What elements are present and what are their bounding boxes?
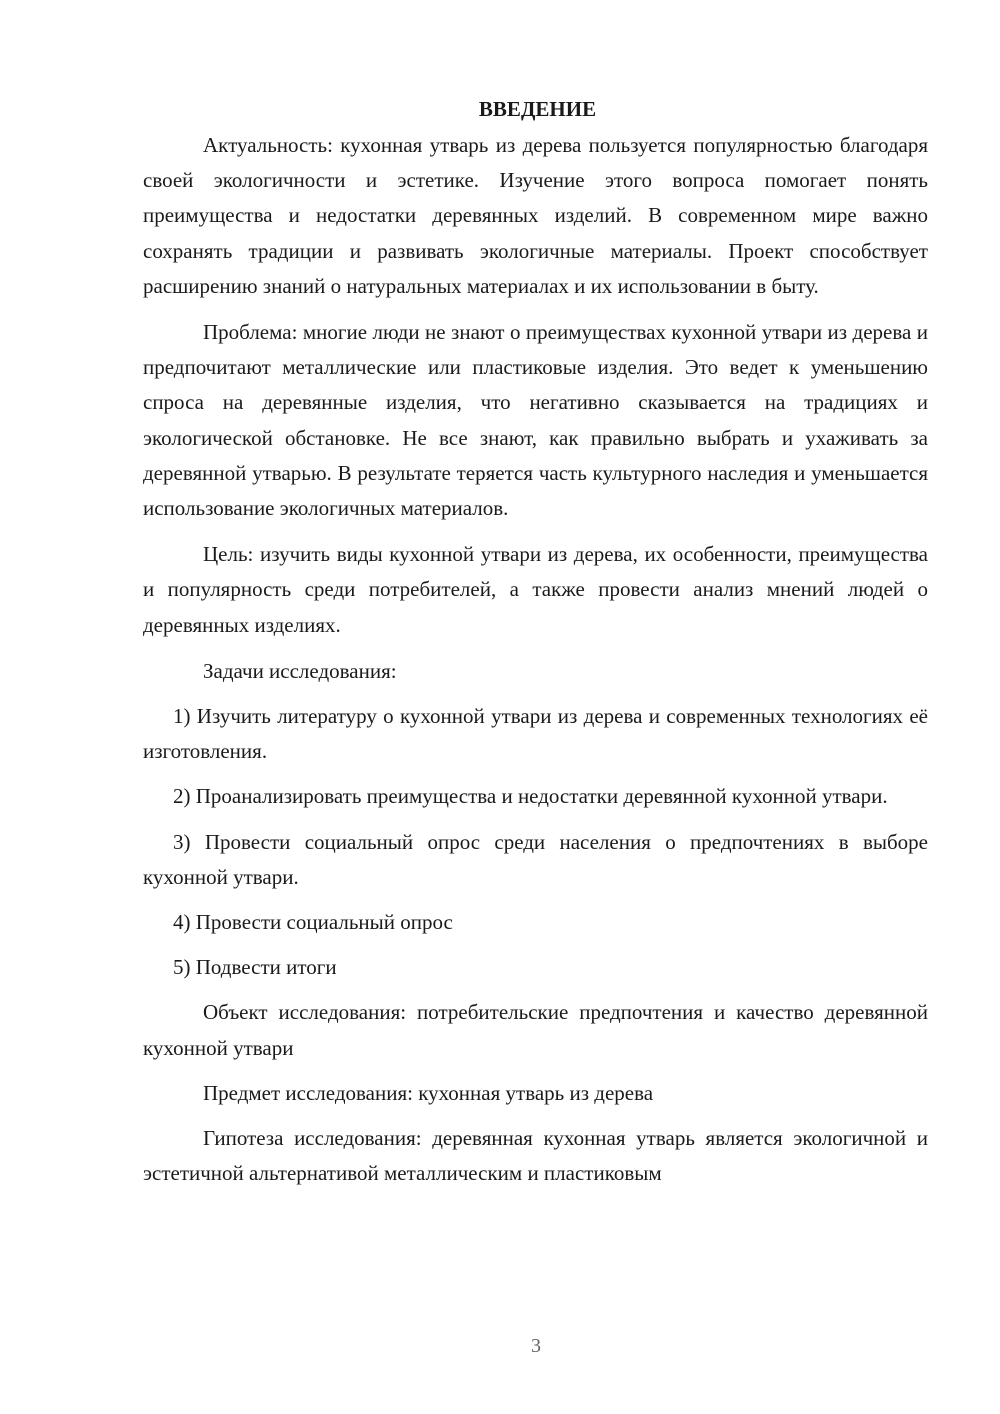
paragraph-hypothesis: Гипотеза исследования: деревянная кухонная утварь является экологичной и эстетичной альтернативой металлическим и пластиковым: [143, 1126, 928, 1186]
page-body: [143, 92, 928, 1191]
paragraph-problem: Проблема: многие люди не знают о преимуществах кухонной утвари из дерева и предпочитают металлические или пластиковые изделия. Это ведет к уменьшению спроса на деревянные изделия, что негативно сказывается на традициях и экологической обстановке. Не все знают, как правильно выбрать и ухаживать за деревянной утварью. В результате теряется часть культурного наследия и уменьшается использование экологичных материалов.: [143, 320, 928, 521]
paragraph-object: Объект исследования: потребительские предпочтения и качество деревянной кухонной утвари: [143, 1000, 928, 1060]
paragraph-subject: Предмет исследования: кухонная утварь из дерева: [203, 1080, 654, 1105]
paragraph-goal: Цель: изучить виды кухонной утвари из дерева, их особенности, преимущества и популярность среди потребителей, а также провести анализ мнений людей о деревянных изделиях.: [143, 542, 928, 637]
task-item-3: 3) Провести социальный опрос среди населения о предпочтениях в выборе кухонной утвари.: [143, 829, 928, 889]
page-number: 3: [531, 1335, 541, 1357]
section-title: ВВЕДЕНИЕ: [478, 97, 597, 121]
task-item-2: 2) Проанализировать преимущества и недостатки деревянной кухонной утвари.: [173, 784, 888, 809]
paragraph-relevance: Актуальность: кухонная утварь из дерева пользуется популярностью благодаря своей экологичности и эстетике. Изучение этого вопроса помогает понять преимущества и недостатки деревянных изделий. В современном мире важно сохранять традиции и развивать экологичные материалы. Проект способствует расширению знаний о натуральных материалах и их использовании в быту.: [143, 133, 928, 298]
task-item-1: 1) Изучить литературу о кухонной утвари из дерева и современных технологиях её изготовления.: [143, 704, 928, 764]
task-item-5: 5) Подвести итоги: [173, 955, 337, 980]
task-item-4: 4) Провести социальный опрос: [173, 910, 453, 935]
tasks-heading: Задачи исследования:: [203, 658, 397, 683]
